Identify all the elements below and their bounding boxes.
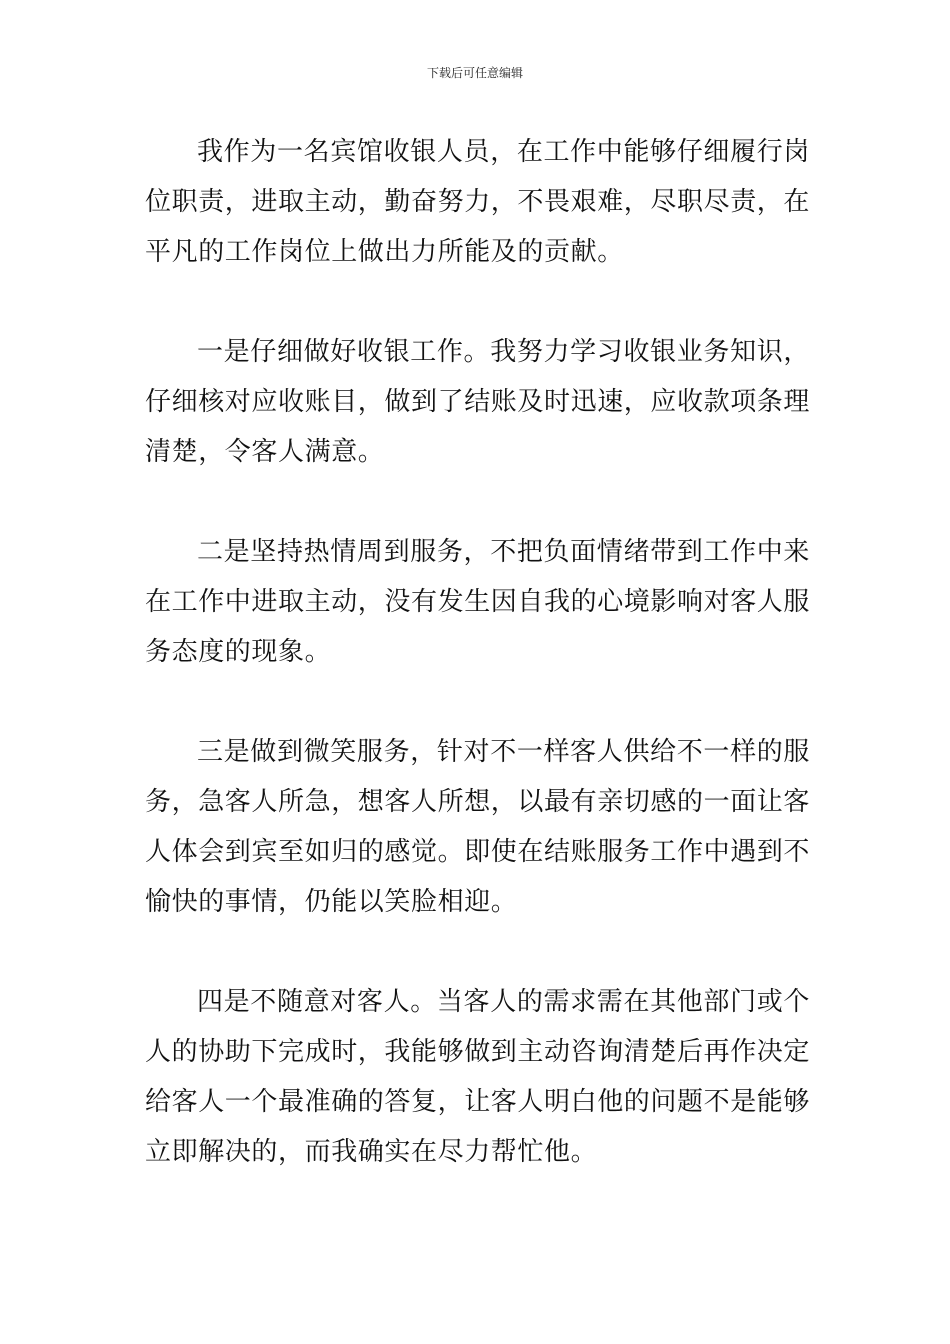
paragraph-intro: 我作为一名宾馆收银人员，在工作中能够仔细履行岗位职责，进取主动，勤奋努力，不畏艰难，尽职尽责，在平凡的工作岗位上做出力所能及的贡献。 <box>145 137 811 267</box>
document-body <box>145 127 810 1227</box>
paragraph-point-three: 三是做到微笑服务，针对不一样客人供给不一样的服务，急客人所急，想客人所想，以最有亲切感的一面让客人体会到宾至如归的感觉。即使在结账服务工作中遇到不愉快的事情，仍能以笑脸相迎。 <box>145 737 811 917</box>
paragraph-point-two: 二是坚持热情周到服务，不把负面情绪带到工作中来在工作中进取主动，没有发生因自我的心境影响对客人服务态度的现象。 <box>145 537 811 667</box>
paragraph-point-four: 四是不随意对客人。当客人的需求需在其他部门或个人的协助下完成时，我能够做到主动咨询清楚后再作决定给客人一个最准确的答复，让客人明白他的问题不是能够立即解决的，而我确实在尽力帮忙他。 <box>145 987 811 1167</box>
paragraph-point-one: 一是仔细做好收银工作。我努力学习收银业务知识，仔细核对应收账目，做到了结账及时迅速，应收款项条理清楚，令客人满意。 <box>145 337 811 467</box>
page-header: 下载后可任意编辑 <box>426 66 523 80</box>
